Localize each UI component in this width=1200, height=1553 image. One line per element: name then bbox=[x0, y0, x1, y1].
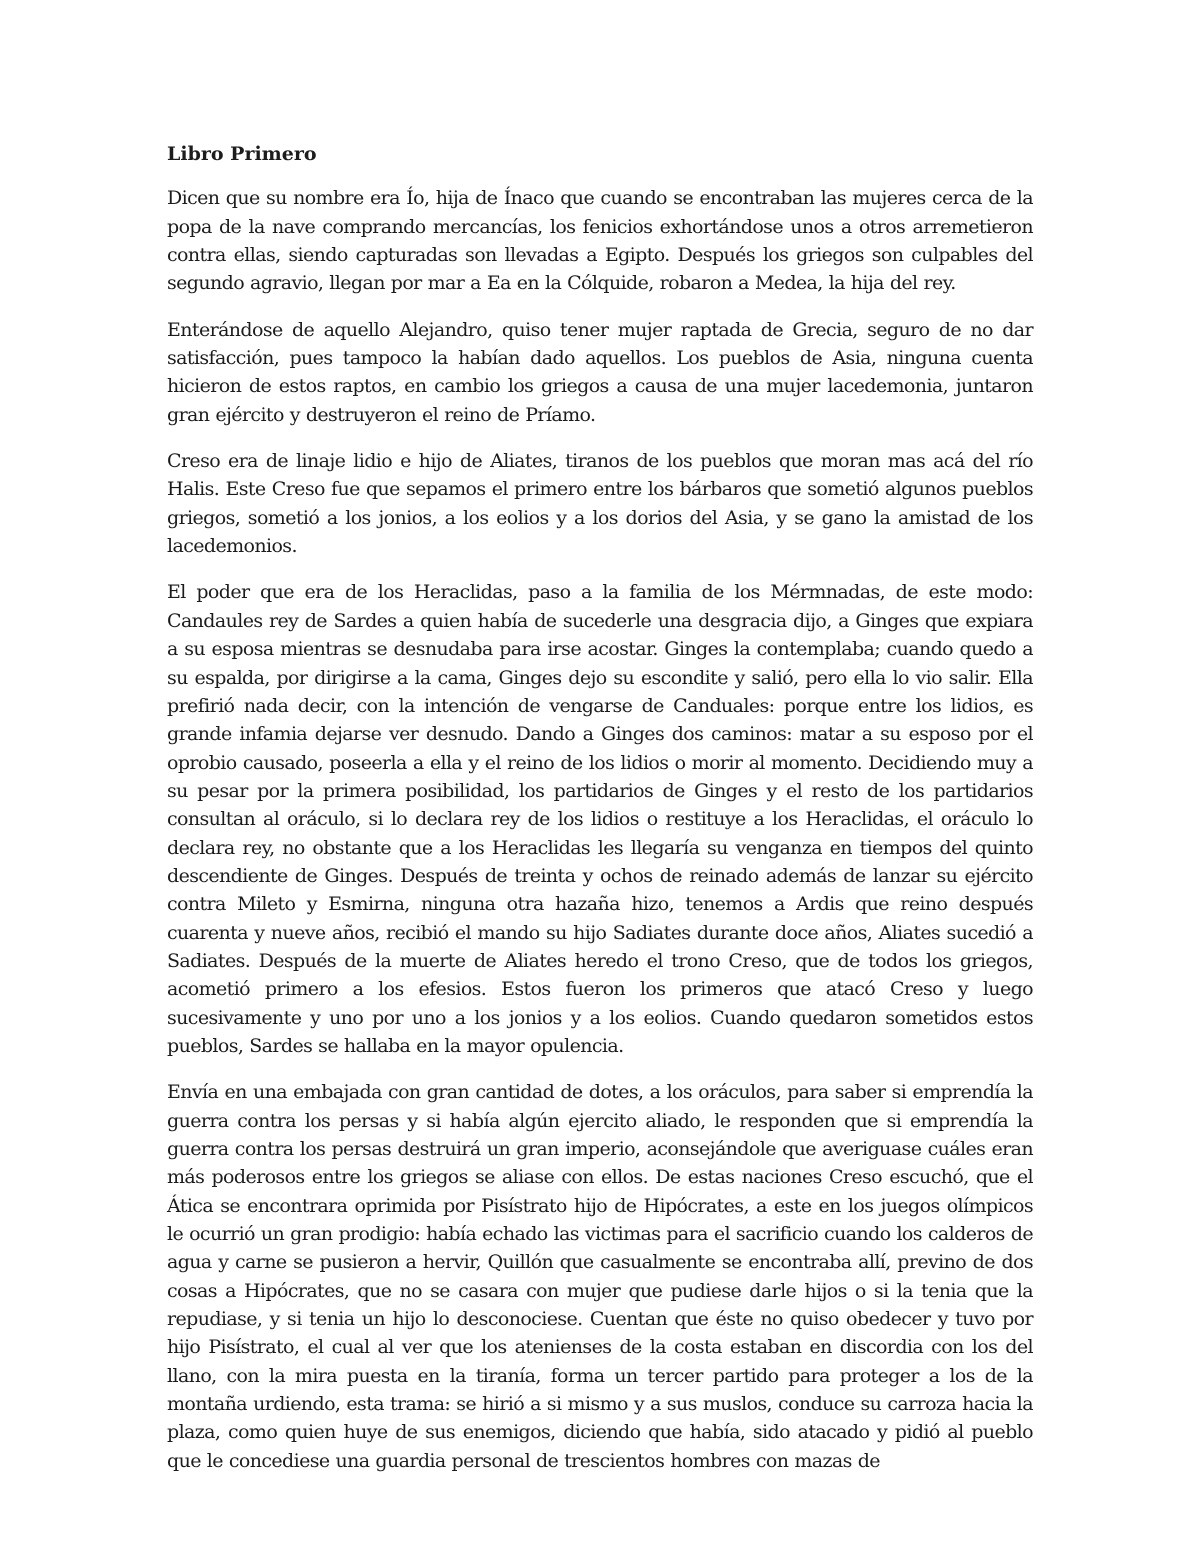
document-title: Libro Primero bbox=[167, 143, 317, 165]
paragraph: El poder que era de los Heraclidas, paso a la familia de los Mérmnadas, de este modo: Candaules rey de Sardes a quien había de sucederle una desgracia dijo, a Ginges que expiara a su esposa mientras se desnudaba para irse acostar. Ginges la contemplaba; cuando quedo a su espalda, por dirigirse a la cama, Ginges dejo su escondite y salió, pero ella lo vio salir. Ella prefirió nada decir, con la intención de vengarse de Canduales: porque entre los lidios, es grande infamia dejarse ver desnudo. Dando a Ginges dos caminos: matar a su esposo por el oprobio causado, poseerla a ella y el reino de los lidios o morir al momento. Decidiendo muy a su pesar por la primera posibilidad, los partidarios de Ginges y el resto de los partidarios consultan al oráculo, si lo declara rey de los lidios o restituye a los Heraclidas, el oráculo lo declara rey, no obstante que a los Heraclidas les llegaría su venganza en tiempos del quinto descendiente de Ginges. Después de treinta y ochos de reinado además de lanzar su ejército contra Mileto y Esmirna, ninguna otra hazaña hizo, tenemos a Ardis que reino después cuarenta y nueve años, recibió el mando su hijo Sadiates durante doce años, Aliates sucedió a Sadiates. Después de la muerte de Aliates heredo el trono Creso, que de todos los griegos, acometió primero a los efesios. Estos fueron los primeros que atacó Creso y luego sucesivamente y uno por uno a los jonios y a los eolios. Cuando quedaron sometidos estos pueblos, Sardes se hallaba en la mayor opulencia. bbox=[167, 581, 1033, 1057]
paragraph: Creso era de linaje lidio e hijo de Aliates, tiranos de los pueblos que moran mas acá del río Halis. Este Creso fue que sepamos el primero entre los bárbaros que sometió algunos pueblos griegos, sometió a los jonios, a los eolios y a los dorios del Asia, y se gano la amistad de los lacedemonios. bbox=[167, 450, 1033, 558]
paragraph: Enterándose de aquello Alejandro, quiso tener mujer raptada de Grecia, seguro de no dar satisfacción, pues tampoco la habían dado aquellos. Los pueblos de Asia, ninguna cuenta hicieron de estos raptos, en cambio los griegos a causa de una mujer lacedemonia, juntaron gran ejército y destruyeron el reino de Príamo. bbox=[167, 318, 1033, 426]
paragraph: Dicen que su nombre era Ío, hija de Ínaco que cuando se encontraban las mujeres cerca de la popa de la nave comprando mercancías, los fenicios exhortándose unos a otros arremetieron contra ellas, siendo capturadas son llevadas a Egipto. Después los griegos son culpables del segundo agravio, llegan por mar a Ea en la Cólquide, robaron a Medea, la hija del rey. bbox=[167, 187, 1033, 295]
paragraph: Envía en una embajada con gran cantidad de dotes, a los oráculos, para saber si emprendía la guerra contra los persas y si había algún ejercito aliado, le responden que si emprendía la guerra contra los persas destruirá un gran imperio, aconsejándole que averiguase cuáles eran más poderosos entre los griegos se aliase con ellos. De estas naciones Creso escuchó, que el Ática se encontrara oprimida por Pisístrato hijo de Hipócrates, a este en los juegos olímpicos le ocurrió un gran prodigio: había echado las victimas para el sacrificio cuando los calderos de agua y carne se pusieron a hervir, Quillón que casualmente se encontraba allí, previno de dos cosas a Hipócrates, que no se casara con mujer que pudiese darle hijos o si la tenia que la repudiase, y si tenia un hijo lo desconociese. Cuentan que éste no quiso obedecer y tuvo por hijo Pisístrato, el cual al ver que los atenienses de la costa estaban en discordia con los del llano, con la mira puesta en la tiranía, forma un tercer partido para proteger a los de la montaña urdiendo, esta trama: se hirió a si mismo y a sus muslos, conduce su carroza hacia la plaza, como quien huye de sus enemigos, diciendo que había, sido atacado y pidió al pueblo que le concediese una guardia personal de trescientos hombres con mazas de bbox=[167, 1081, 1033, 1472]
document-page bbox=[167, 140, 1033, 1493]
